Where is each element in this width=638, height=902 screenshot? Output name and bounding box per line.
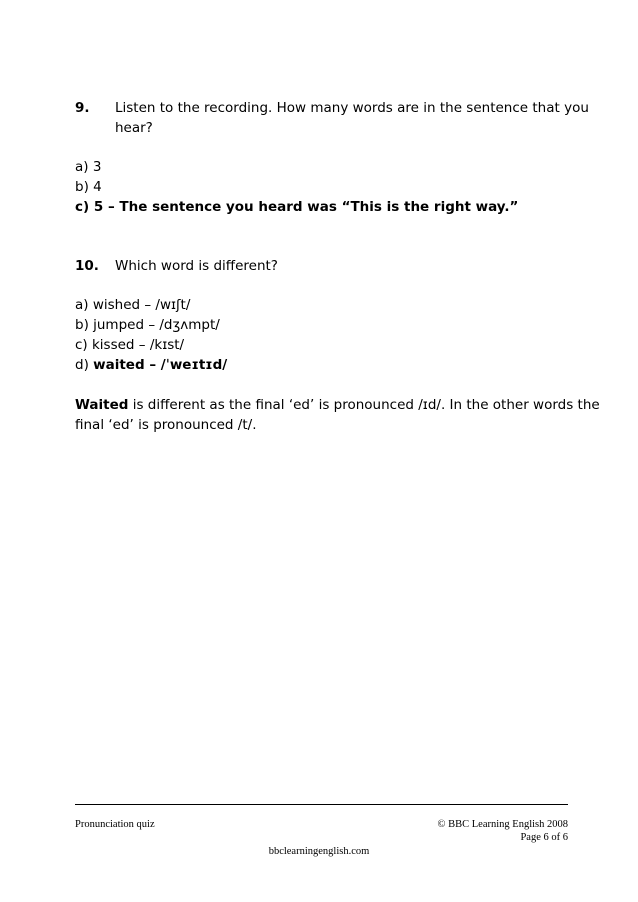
footer-divider — [75, 804, 568, 805]
footer-website: bbclearningenglish.com — [268, 846, 370, 857]
question-10-prompt: Which word is different? — [115, 258, 278, 274]
question-9-option-c-answer: c) 5 – The sentence you heard was “This is the right way.” — [75, 199, 519, 215]
question-9-prompt-line2: hear? — [115, 120, 153, 136]
footer-copyright: © BBC Learning English 2008 — [437, 819, 568, 830]
option-d-prefix: d) — [75, 357, 94, 373]
explanation-keyword: Waited — [75, 397, 129, 413]
question-9-prompt-line1: Listen to the recording. How many words are in the sentence that you — [115, 100, 589, 116]
explanation-line1 — [75, 395, 600, 415]
option-d-answer: waited – /ˈweɪtɪd/ — [93, 357, 228, 373]
question-10-option-a: a) wished – /wɪʃt/ — [75, 297, 191, 313]
question-10-option-d — [75, 355, 227, 375]
question-10-option-c: c) kissed – /kɪst/ — [75, 337, 185, 353]
question-10-number: 10. — [75, 258, 99, 274]
question-9-number: 9. — [75, 100, 90, 116]
explanation-rest: is different as the final ‘ed’ is pronounced /ɪd/. In the other words the — [128, 397, 600, 413]
footer-page-number: Page 6 of 6 — [520, 832, 568, 843]
explanation-line2: final ‘ed’ is pronounced /t/. — [75, 417, 257, 433]
footer-title: Pronunciation quiz — [75, 819, 155, 830]
question-10-option-b: b) jumped – /dʒʌmpt/ — [75, 317, 220, 333]
question-9-option-a: a) 3 — [75, 159, 102, 175]
question-9-option-b: b) 4 — [75, 179, 102, 195]
